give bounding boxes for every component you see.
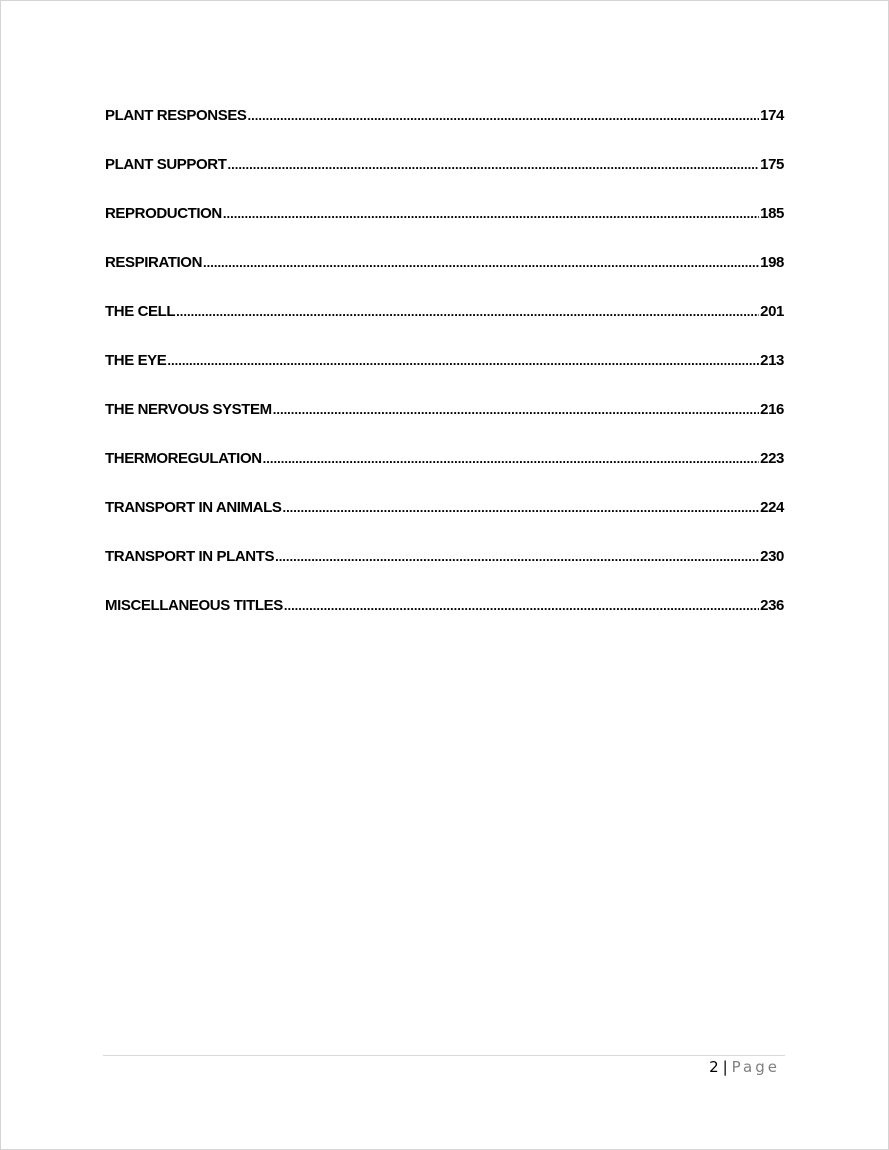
footer-divider — [103, 1055, 785, 1056]
toc-dot-leader — [248, 107, 760, 124]
toc-entry-page: 201 — [760, 303, 784, 320]
toc-entry-title: THERMOREGULATION — [105, 450, 262, 467]
toc-entry-page: 216 — [760, 401, 784, 418]
toc-entry-plant-support[interactable] — [105, 156, 784, 205]
toc-entry-plant-responses[interactable] — [105, 107, 784, 156]
toc-entry-page: 174 — [760, 107, 784, 124]
toc-entry-title: REPRODUCTION — [105, 205, 222, 222]
toc-entry-title: RESPIRATION — [105, 254, 202, 271]
toc-dot-leader — [176, 303, 759, 320]
toc-entry-reproduction[interactable] — [105, 205, 784, 254]
toc-entry-the-cell[interactable] — [105, 303, 784, 352]
toc-dot-leader — [227, 156, 759, 173]
page-footer — [709, 1058, 780, 1076]
toc-entry-transport-in-animals[interactable] — [105, 499, 784, 548]
toc-entry-the-nervous-system[interactable] — [105, 401, 784, 450]
toc-entry-page: 223 — [760, 450, 784, 467]
toc-dot-leader — [282, 499, 759, 516]
toc-entry-title: MISCELLANEOUS TITLES — [105, 597, 283, 614]
toc-entry-transport-in-plants[interactable] — [105, 548, 784, 597]
table-of-contents — [105, 107, 784, 646]
toc-dot-leader — [263, 450, 760, 467]
toc-entry-thermoregulation[interactable] — [105, 450, 784, 499]
toc-entry-miscellaneous-titles[interactable] — [105, 597, 784, 646]
footer-separator: | — [722, 1058, 728, 1076]
toc-entry-the-eye[interactable] — [105, 352, 784, 401]
footer-page-label: Page — [731, 1058, 780, 1076]
toc-entry-page: 230 — [760, 548, 784, 565]
toc-entry-page: 198 — [760, 254, 784, 271]
toc-entry-page: 224 — [760, 499, 784, 516]
footer-page-number: 2 — [709, 1058, 719, 1076]
toc-entry-title: PLANT SUPPORT — [105, 156, 227, 173]
toc-dot-leader — [167, 352, 759, 369]
toc-entry-title: THE CELL — [105, 303, 176, 320]
toc-entry-page: 175 — [760, 156, 784, 173]
toc-dot-leader — [273, 401, 759, 418]
toc-dot-leader — [203, 254, 759, 271]
toc-entry-page: 236 — [760, 597, 784, 614]
toc-entry-title: TRANSPORT IN ANIMALS — [105, 499, 282, 516]
toc-entry-title: THE EYE — [105, 352, 167, 369]
toc-dot-leader — [275, 548, 759, 565]
toc-entry-title: PLANT RESPONSES — [105, 107, 247, 124]
toc-entry-page: 213 — [760, 352, 784, 369]
toc-entry-title: THE NERVOUS SYSTEM — [105, 401, 272, 418]
toc-entry-respiration[interactable] — [105, 254, 784, 303]
toc-dot-leader — [223, 205, 759, 222]
toc-entry-title: TRANSPORT IN PLANTS — [105, 548, 275, 565]
toc-entry-page: 185 — [760, 205, 784, 222]
toc-dot-leader — [284, 597, 759, 614]
